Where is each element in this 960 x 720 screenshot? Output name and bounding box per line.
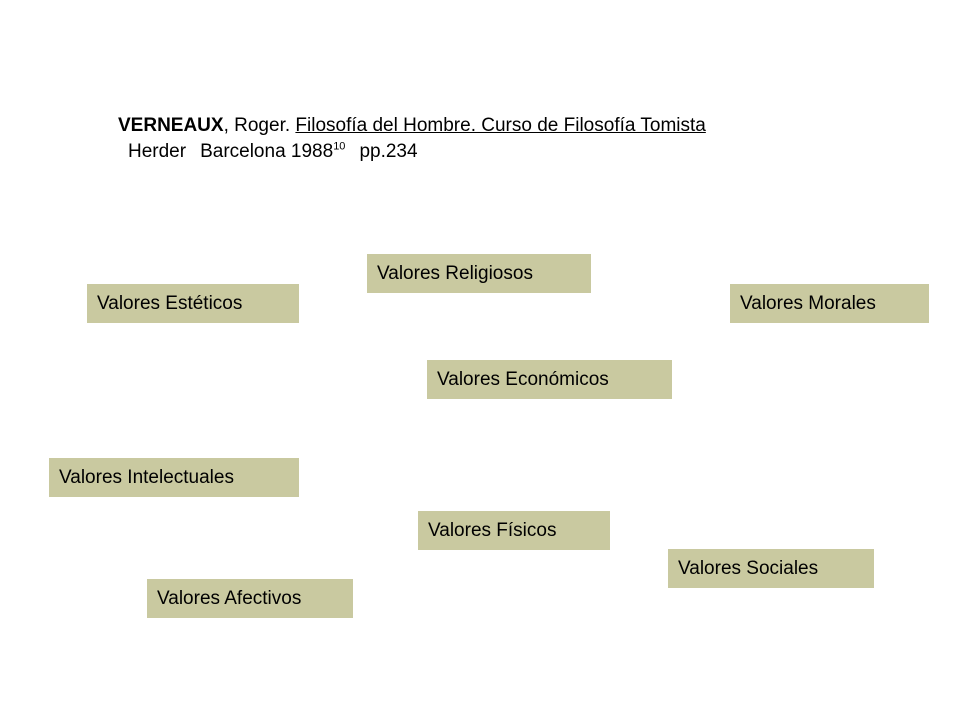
value-box-afectivos: Valores Afectivos bbox=[147, 579, 353, 618]
value-box-esteticos: Valores Estéticos bbox=[87, 284, 299, 323]
value-box-morales: Valores Morales bbox=[730, 284, 929, 323]
book-title: Filosofía del Hombre. Curso de Filosofía Tomista bbox=[295, 115, 706, 136]
citation-line-1 bbox=[118, 113, 706, 139]
value-box-intelectuales: Valores Intelectuales bbox=[49, 458, 299, 497]
page-count: pp.234 bbox=[359, 141, 418, 163]
place-year: Barcelona 1988 bbox=[200, 141, 334, 163]
publisher: Herder bbox=[128, 141, 187, 163]
author-comma: , bbox=[223, 115, 229, 136]
value-box-religiosos: Valores Religiosos bbox=[367, 254, 591, 293]
value-box-economicos: Valores Económicos bbox=[427, 360, 672, 399]
bibliographic-citation bbox=[118, 113, 706, 165]
author-given-name: Roger. bbox=[234, 115, 291, 136]
edition-superscript: 10 bbox=[333, 140, 346, 153]
value-box-sociales: Valores Sociales bbox=[668, 549, 874, 588]
value-box-fisicos: Valores Físicos bbox=[418, 511, 610, 550]
citation-line-2 bbox=[118, 139, 706, 165]
author-surname: VERNEAUX bbox=[118, 115, 224, 136]
